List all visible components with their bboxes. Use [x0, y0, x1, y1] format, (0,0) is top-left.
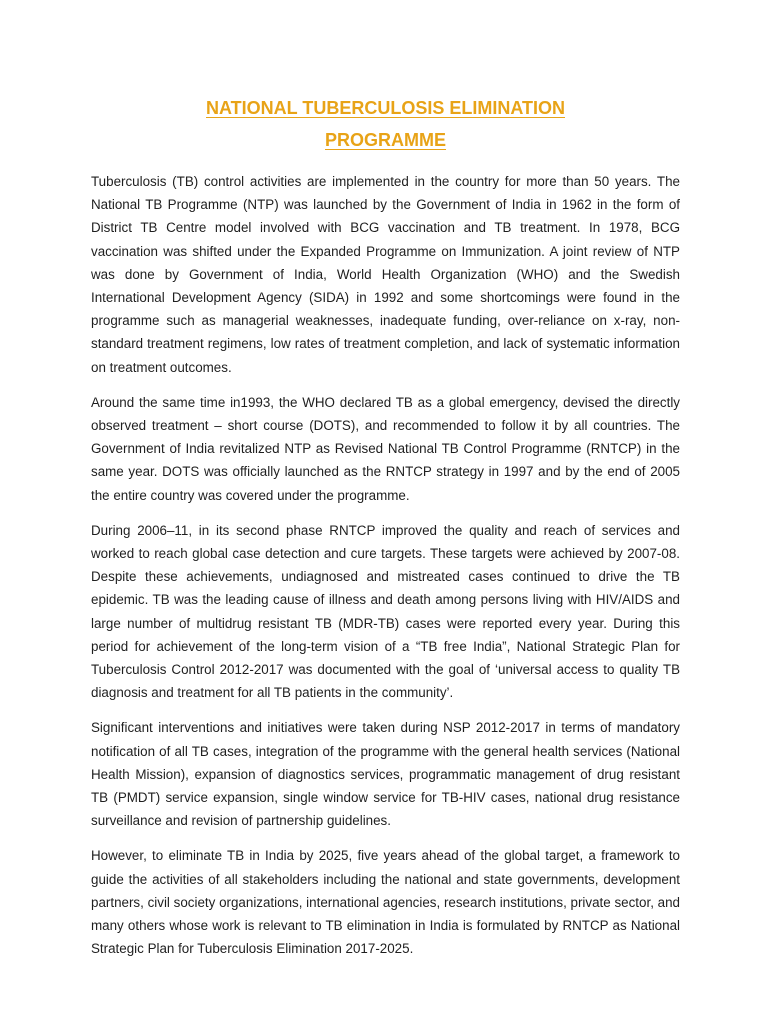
- paragraph-dots-rntcp: Around the same time in1993, the WHO declared TB as a global emergency, devised the directly observed treatment – short course (DOTS), and recommended to follow it by all countries. The Government of India revitalized NTP as Revised National TB Control Programme (RNTCP) in the same year. DOTS was officially launched as the RNTCP strategy in 1997 and by the end of 2005 the entire country was covered under the programme.: [91, 394, 680, 503]
- paragraph-nsp-interventions: Significant interventions and initiatives were taken during NSP 2012-2017 in terms of mandatory notification of all TB cases, integration of the programme with the general health services (National Health Mission), expansion of diagnostics services, programmatic management of drug resistant TB (PMDT) service expansion, single window service for TB-HIV cases, national drug resistance surveillance and revision of partnership guidelines.: [91, 720, 680, 829]
- paragraph-ntp-history: Tuberculosis (TB) control activities are implemented in the country for more than 50 years. The National TB Programme (NTP) was launched by the Government of India in 1962 in the form of District TB Centre model involved with BCG vaccination and TB treatment. In 1978, BCG vaccination was shifted under the Expanded Programme on Immunization. A joint review of NTP was done by Government of India, World Health Organization (WHO) and the Swedish International Development Agency (SIDA) in 1992 and some shortcomings were found in the programme such as managerial weaknesses, inadequate funding, over-reliance on x-ray, non-standard treatment regimens, low rates of treatment completion, and lack of systematic information on treatment outcomes.: [91, 174, 680, 375]
- document-title-line-2: PROGRAMME: [325, 130, 446, 150]
- paragraph-second-phase: During 2006–11, in its second phase RNTCP improved the quality and reach of services and worked to reach global case detection and cure targets. These targets were achieved by 2007-08. Despite these achievements, undiagnosed and mistreated cases continued to drive the TB epidemic. TB was the leading cause of illness and death among persons living with HIV/AIDS and large number of multidrug resistant TB (MDR-TB) cases were reported every year. During this period for achievement of the long-term vision of a “TB free India”, National Strategic Plan for Tuberculosis Control 2012-2017 was documented with the goal of ‘universal access to quality TB diagnosis and treatment for all TB patients in the community’.: [91, 522, 680, 701]
- document-body: [91, 170, 680, 961]
- document-title: [91, 92, 680, 156]
- document-title-line-1: NATIONAL TUBERCULOSIS ELIMINATION: [206, 98, 565, 118]
- paragraph-elimination-plan: However, to eliminate TB in India by 2025, five years ahead of the global target, a framework to guide the activities of all stakeholders including the national and state governments, development partners, civil society organizations, international agencies, research institutions, private sector, and many others whose work is relevant to TB elimination in India is formulated by RNTCP as National Strategic Plan for Tuberculosis Elimination 2017-2025.: [91, 848, 680, 957]
